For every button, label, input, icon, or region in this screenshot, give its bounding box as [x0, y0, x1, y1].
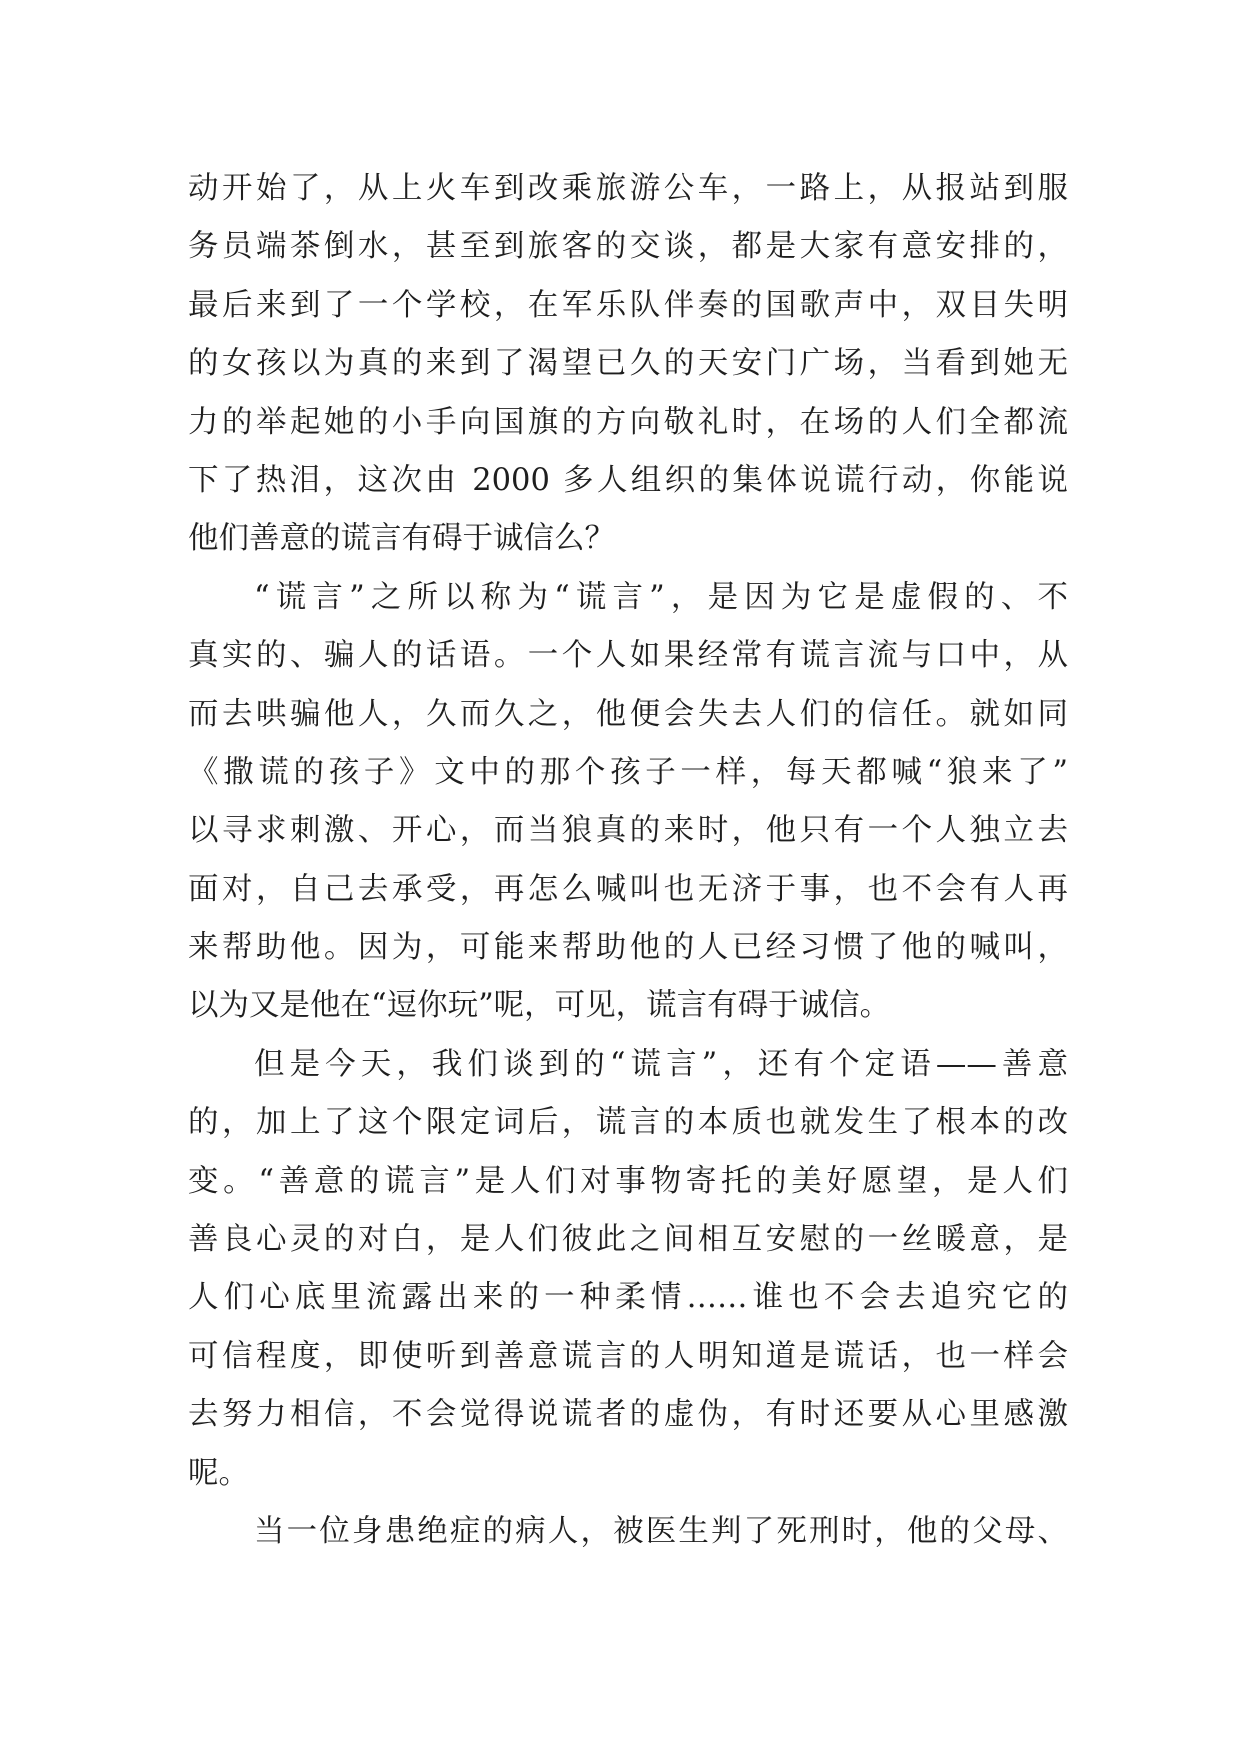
text-line: 下了热泪，这次由 2000 多人组织的集体说谎行动，你能说 — [188, 462, 1068, 498]
paragraph-2 — [188, 569, 1068, 1036]
text-line: “谎言”之所以称为“谎言”，是因为它是虚假的、不 — [254, 579, 1068, 615]
paragraph-4 — [188, 1503, 1068, 1561]
text-line: 以寻求刺激、开心，而当狼真的来时，他只有一个人独立去 — [188, 813, 1068, 849]
text-line: 力的举起她的小手向国旗的方向敬礼时，在场的人们全都流 — [188, 404, 1068, 440]
text-line: 但是今天，我们谈到的“谎言”，还有个定语——善意 — [254, 1046, 1068, 1082]
text-line: 当一位身患绝症的病人，被医生判了死刑时，他的父母、 — [254, 1513, 1068, 1549]
text-line: 真实的、骗人的话语。一个人如果经常有谎言流与口中，从 — [188, 638, 1068, 674]
text-line: 最后来到了一个学校，在军乐队伴奏的国歌声中，双目失明 — [188, 287, 1068, 323]
text-line: 变。“善意的谎言”是人们对事物寄托的美好愿望，是人们 — [188, 1163, 1068, 1199]
text-line: 善良心灵的对白，是人们彼此之间相互安慰的一丝暖意，是 — [188, 1222, 1068, 1258]
text-line: 面对，自己去承受，再怎么喊叫也无济于事，也不会有人再 — [188, 871, 1068, 907]
text-line: 来帮助他。因为，可能来帮助他的人已经习惯了他的喊叫， — [188, 930, 1068, 966]
text-line: 而去哄骗他人，久而久之，他便会失去人们的信任。就如同 — [188, 696, 1068, 732]
text-line: 他们善意的谎言有碍于诚信么？ — [188, 521, 615, 557]
text-line: 的，加上了这个限定词后，谎言的本质也就发生了根本的改 — [188, 1105, 1068, 1141]
text-line: 可信程度，即使听到善意谎言的人明知道是谎话，也一样会 — [188, 1338, 1068, 1374]
text-line: 务员端茶倒水，甚至到旅客的交谈，都是大家有意安排的， — [188, 229, 1068, 265]
text-line: 去努力相信，不会觉得说谎者的虚伪，有时还要从心里感激 — [188, 1397, 1068, 1433]
text-line: 的女孩以为真的来到了渴望已久的天安门广场，当看到她无 — [188, 346, 1068, 382]
text-line: 人们心底里流露出来的一种柔情……谁也不会去追究它的 — [188, 1280, 1068, 1316]
document-body — [188, 160, 1068, 1561]
paragraph-3 — [188, 1036, 1068, 1503]
text-line: 以为又是他在“逗你玩”呢，可见，谎言有碍于诚信。 — [188, 988, 891, 1024]
text-line: 《撒谎的孩子》文中的那个孩子一样，每天都喊“狼来了” — [188, 754, 1068, 790]
text-line: 动开始了，从上火车到改乘旅游公车，一路上，从报站到服 — [188, 171, 1068, 206]
paragraph-1 — [188, 160, 1068, 569]
text-line: 呢。 — [188, 1455, 249, 1491]
